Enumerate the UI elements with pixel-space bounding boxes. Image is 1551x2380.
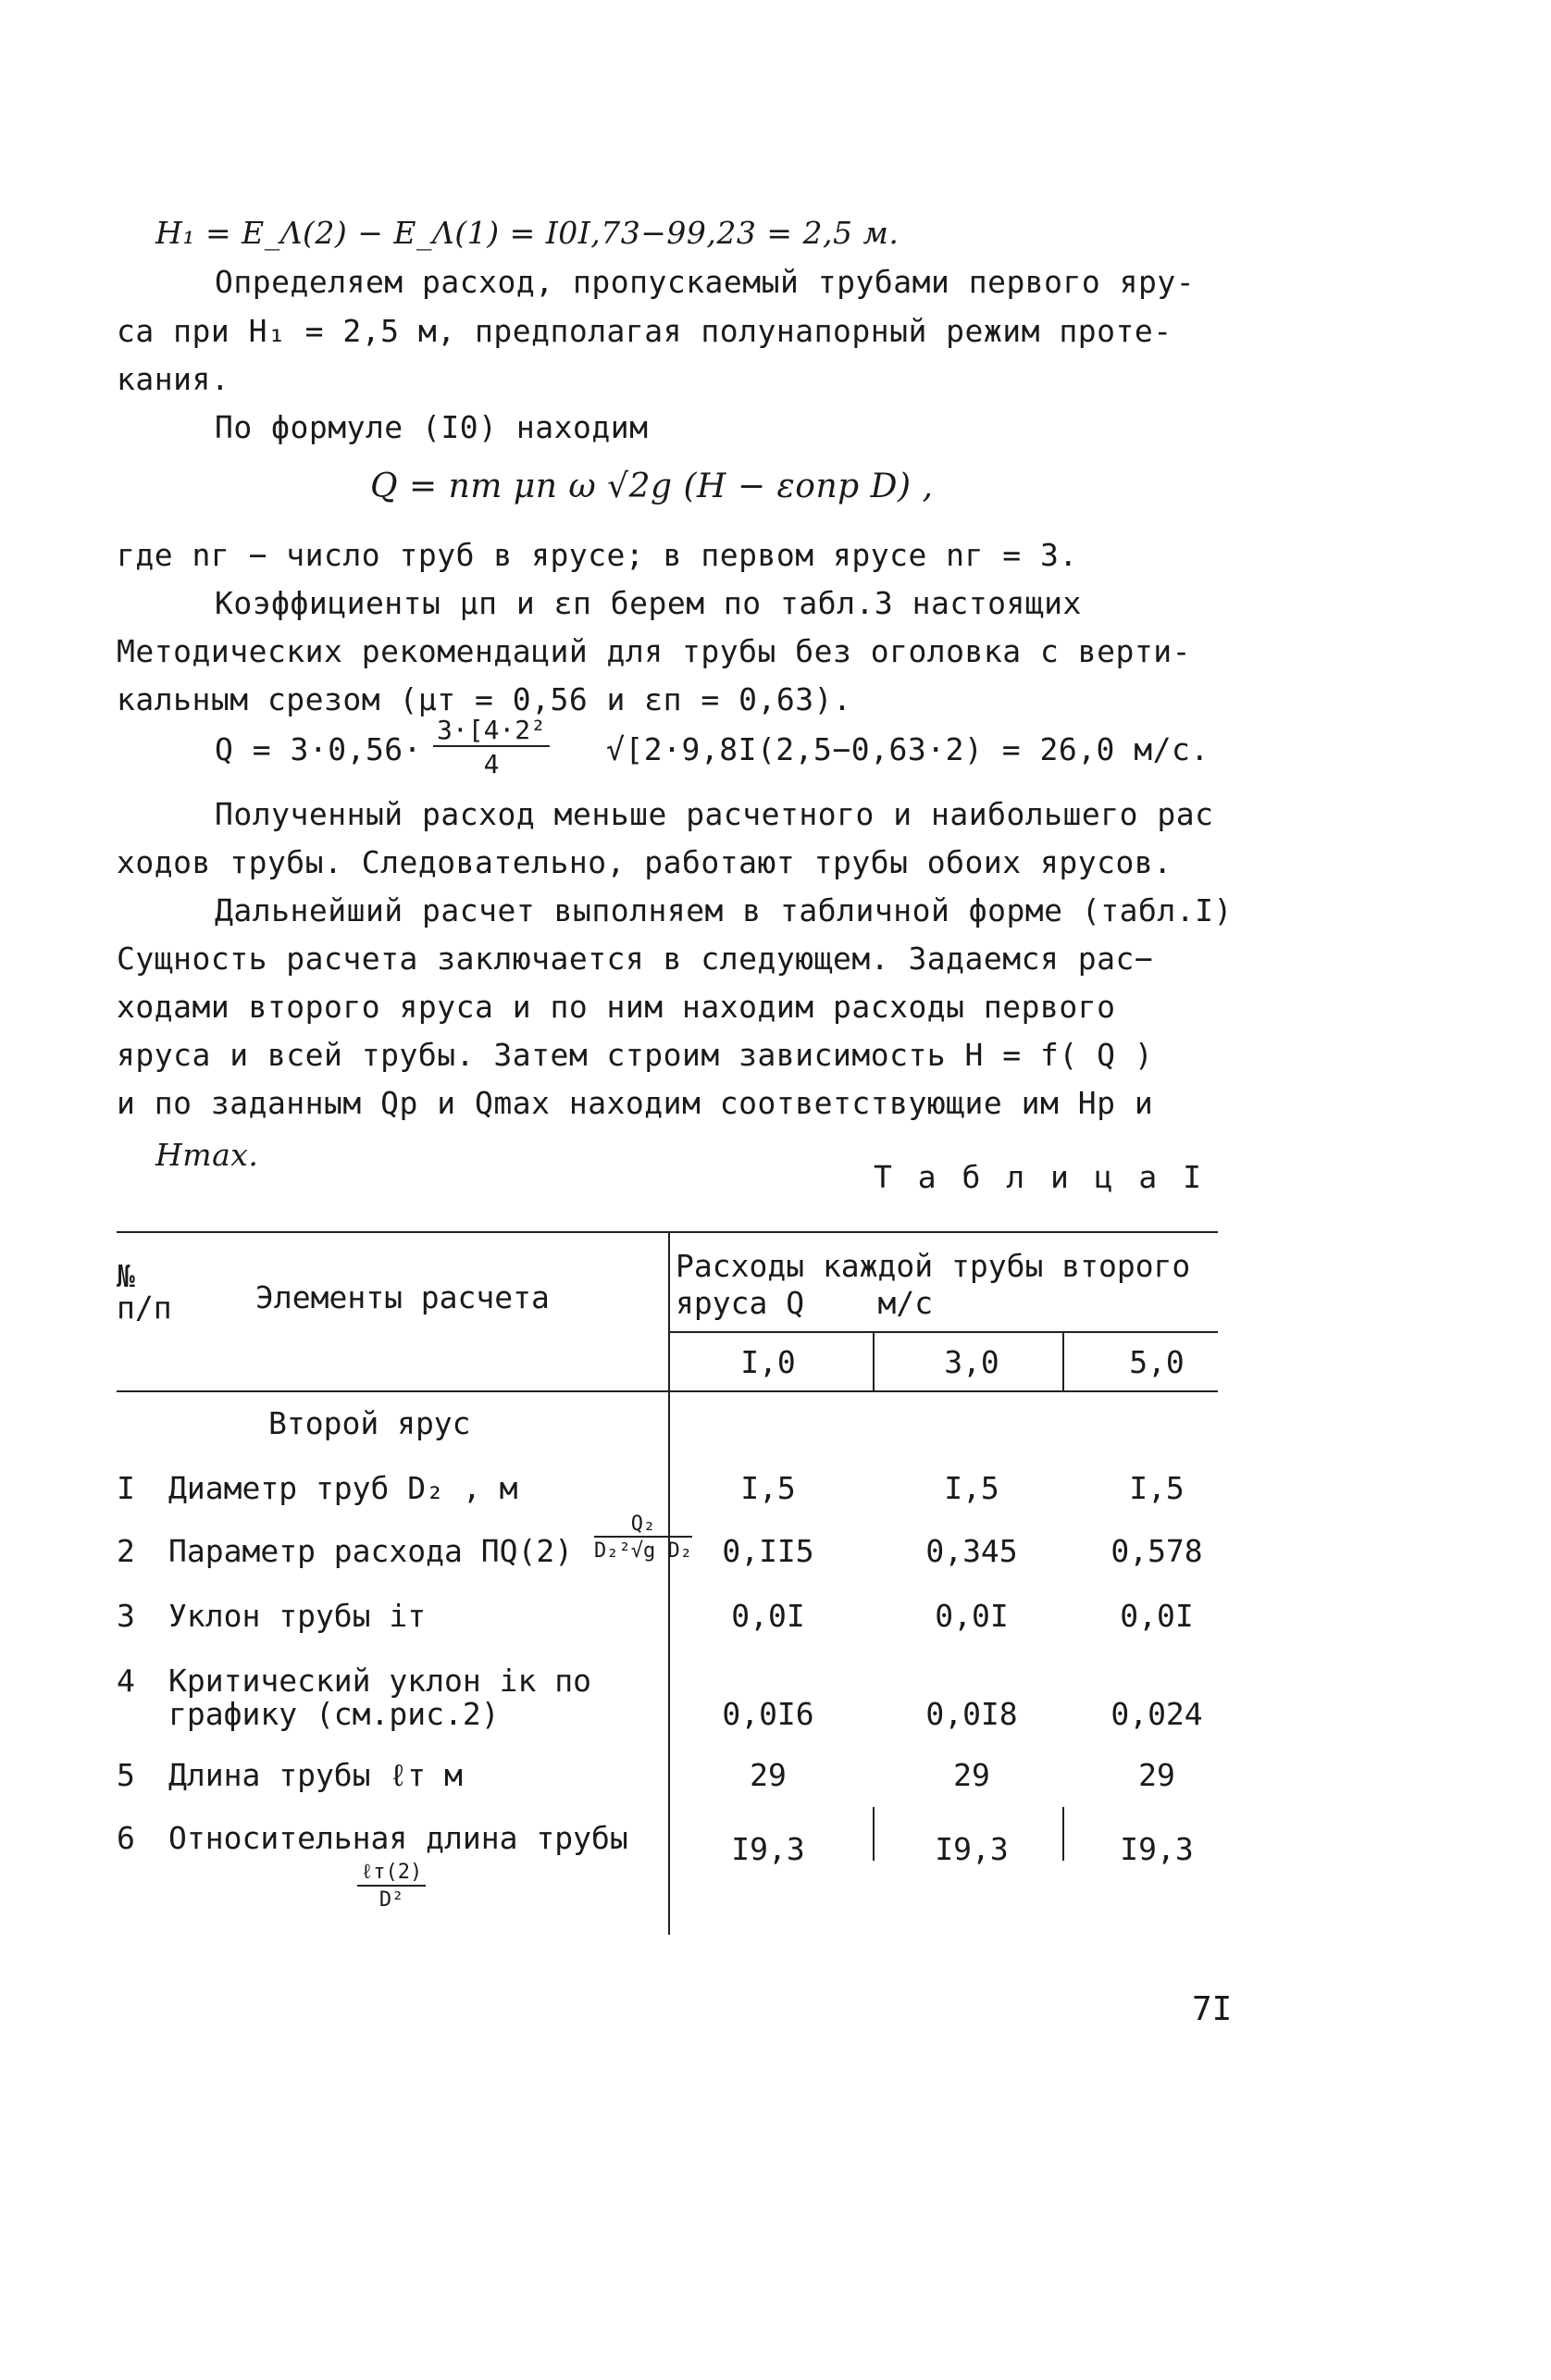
- fraction-numerator: ℓт(2): [357, 1861, 426, 1887]
- table-header-value: 3,0: [944, 1344, 999, 1380]
- table-divider: [873, 1807, 875, 1861]
- table-row-label: Параметр расхода ΠQ(2): [168, 1533, 574, 1569]
- paragraph-line: яруса и всей трубы. Затем строим зависимость H = f( Q ): [117, 1037, 1154, 1073]
- table-rule-group: [668, 1331, 1218, 1333]
- table-header-number: № п/п: [117, 1258, 172, 1326]
- table-cell: 0,578: [1111, 1533, 1203, 1569]
- table-cell: 0,0I6: [722, 1696, 814, 1732]
- paragraph-line: Hmax.: [155, 1137, 259, 1173]
- table-cell: 0,0I8: [925, 1696, 1018, 1732]
- table-row-number: 3: [117, 1598, 135, 1634]
- fraction-numerator: Q₂: [594, 1513, 692, 1538]
- paragraph-line: Методических рекомендаций для трубы без оголовка с верти-: [117, 633, 1191, 669]
- fraction-denominator: D²: [378, 1888, 404, 1912]
- table-row-number: I: [117, 1470, 135, 1506]
- table-cell: I9,3: [731, 1831, 805, 1867]
- table-row-number: 4: [117, 1663, 135, 1699]
- table-row-label: Длина трубы ℓт м: [168, 1757, 463, 1793]
- table-divider: [668, 1231, 670, 1935]
- table-row-number: 5: [117, 1757, 135, 1793]
- paragraph-line: ходами второго яруса и по ним находим расходы первого: [117, 989, 1116, 1025]
- table-cell: 29: [1138, 1757, 1175, 1793]
- table-row-label-continued: графику (см.рис.2): [168, 1696, 500, 1732]
- table-header-value: 5,0: [1129, 1344, 1185, 1380]
- table-row-label: Относительная длина трубы: [168, 1820, 628, 1856]
- table-caption: Т а б л и ц а I: [874, 1159, 1206, 1195]
- paragraph-line: кания.: [117, 361, 230, 397]
- fraction-numerator: 3·[4·2²: [433, 715, 550, 747]
- fraction-denominator: 4: [483, 749, 500, 779]
- table-divider: [873, 1333, 875, 1390]
- table-row-label: Диаметр труб D₂ , м: [168, 1470, 518, 1506]
- table-rule-header: [117, 1390, 1218, 1392]
- paragraph-line: По формуле (I0) находим: [215, 409, 649, 445]
- paragraph-line: Дальнейший расчет выполняем в табличной форме (табл.I): [215, 892, 1233, 928]
- table-cell: 0,0I: [731, 1598, 805, 1634]
- paragraph-line: и по заданным Qр и Qmax находим соответствующие им Hр и: [117, 1085, 1154, 1121]
- table-row-number: 6: [117, 1820, 135, 1856]
- table-cell: I,5: [944, 1470, 999, 1506]
- table-cell: I9,3: [1120, 1831, 1194, 1867]
- table-cell: 0,II5: [722, 1533, 814, 1569]
- paragraph-line: Определяем расход, пропускаемый трубами первого яру-: [215, 264, 1196, 300]
- table-header-group: Расходы каждой трубы второго яруса Q м/с: [676, 1248, 1191, 1321]
- table-rule-top: [117, 1231, 1218, 1233]
- equation-head-difference: H₁ = E_Λ(2) − E_Λ(1) = I0I,73−99,23 = 2,5 м.: [155, 215, 900, 251]
- fraction-denominator: D₂²√g D₂: [594, 1539, 692, 1563]
- page-number: 7I: [1192, 1990, 1233, 2028]
- paragraph-line: где nг − число труб в ярусе; в первом ярусе nг = 3.: [117, 537, 1078, 573]
- table-cell: 0,024: [1111, 1696, 1203, 1732]
- paragraph-line: са при H₁ = 2,5 м, предполагая полунапорный режим проте-: [117, 313, 1173, 349]
- table-cell: 29: [953, 1757, 990, 1793]
- formula-discharge: Q = nт μп ω √2g (H − εопр D) ,: [370, 467, 934, 505]
- calculation-left: Q = 3·0,56·: [215, 731, 423, 767]
- table-cell: 0,345: [925, 1533, 1018, 1569]
- table-row-label: Критический уклон iк по: [168, 1663, 591, 1699]
- paragraph-line: Полученный расход меньше расчетного и наибольшего рас: [215, 796, 1214, 832]
- paragraph-line: Коэффициенты μп и εп берем по табл.3 настоящих: [215, 585, 1082, 621]
- table-header-elements: Элементы расчета: [255, 1279, 550, 1315]
- table-row-label: Уклон трубы iт: [168, 1598, 427, 1634]
- table-row-number: 2: [117, 1533, 135, 1569]
- row-formula-fraction: [357, 1861, 426, 1912]
- paragraph-line: Сущность расчета заключается в следующем. Задаемся рас−: [117, 941, 1154, 977]
- calculation-right: √[2·9,8I(2,5−0,63·2) = 26,0 м/с.: [606, 731, 1210, 767]
- calculation-fraction: [433, 715, 550, 779]
- table-cell: 29: [750, 1757, 787, 1793]
- table-cell: 0,0I: [1120, 1598, 1194, 1634]
- paragraph-line: кальным срезом (μт = 0,56 и εп = 0,63).: [117, 681, 852, 717]
- table-cell: I,5: [1129, 1470, 1185, 1506]
- table-cell: I,5: [740, 1470, 796, 1506]
- paragraph-line: ходов трубы. Следовательно, работают трубы обоих ярусов.: [117, 844, 1173, 880]
- table-cell: I9,3: [935, 1831, 1009, 1867]
- table-header-value: I,0: [740, 1344, 796, 1380]
- table-cell: 0,0I: [935, 1598, 1009, 1634]
- table-section-title: Второй ярус: [268, 1405, 471, 1441]
